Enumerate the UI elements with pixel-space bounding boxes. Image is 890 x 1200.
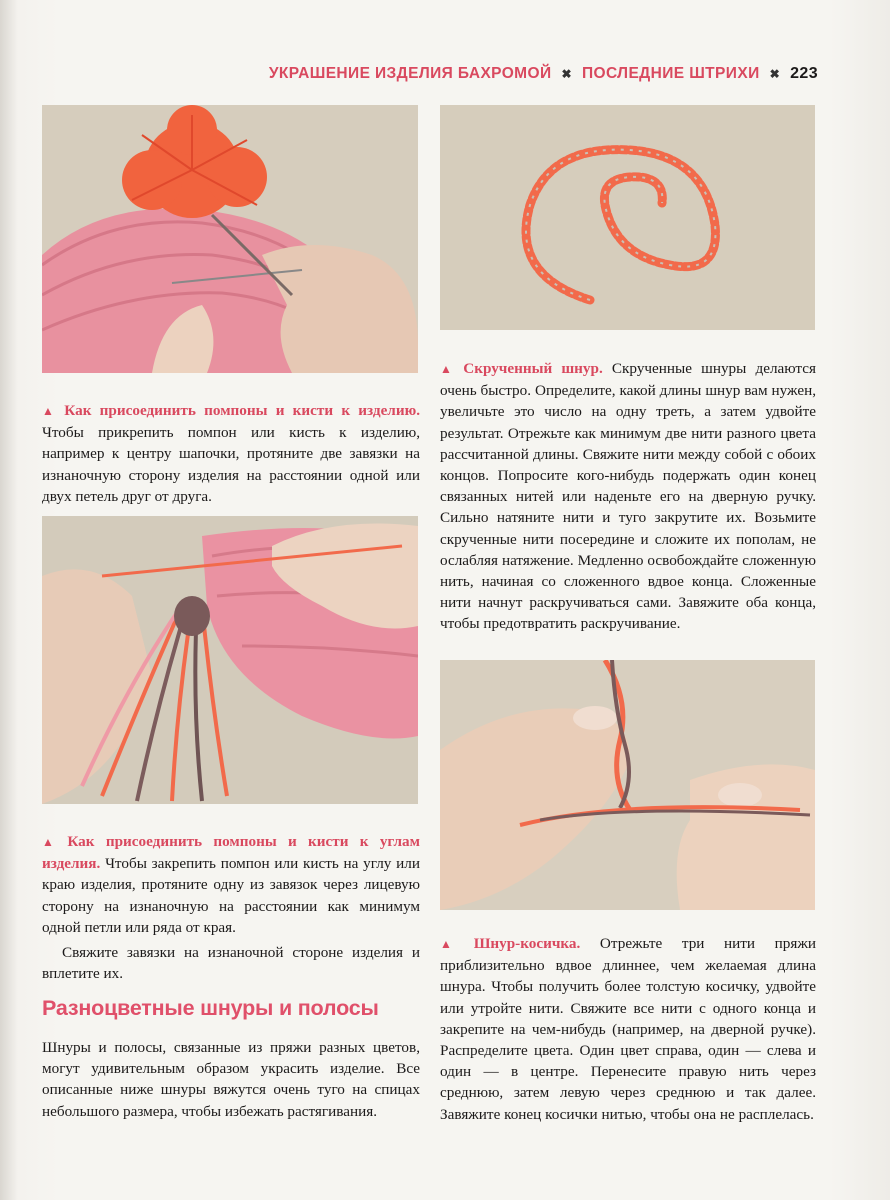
photo-braided-cord-illustration	[440, 660, 815, 910]
caption-lead: Как присоединить помпоны и кисти к углам изделия.	[42, 833, 420, 873]
caption-twisted-cord	[440, 358, 816, 635]
triangle-marker-icon: ▲	[440, 937, 468, 951]
photo-tassel-on-corner	[42, 516, 418, 804]
caption-attach-pompom	[42, 400, 420, 507]
triangle-marker-icon: ▲	[42, 404, 59, 418]
photo-pompom-on-hat	[42, 105, 418, 373]
photo-twisted-cord	[440, 105, 815, 330]
section-intro-text	[42, 1037, 420, 1122]
page-number: 223	[790, 65, 818, 82]
header-separator-icon: ✖	[561, 67, 572, 81]
triangle-marker-icon: ▲	[440, 362, 458, 376]
caption-extra-paragraph: Свяжите завязки на изнаночной стороне изделия и вплетите их.	[42, 944, 420, 983]
photo-tassel-illustration	[42, 516, 418, 804]
caption-attach-to-corners	[42, 831, 420, 984]
caption-body: Чтобы прикрепить помпон или кисть к изделию, например к центру шапочки, протяните две завязки на изнаночную сторону изделия на расстоянии одной или двух петель друг от друга.	[42, 424, 420, 505]
caption-lead: Как присоединить помпоны и кисти к изделию.	[64, 402, 420, 419]
photo-braided-cord	[440, 660, 815, 910]
photo-twisted-cord-illustration	[440, 105, 815, 330]
caption-lead: Шнур-косичка.	[473, 935, 581, 952]
caption-body: Скрученные шнуры делаются очень быстро. Определите, какой длины шнур вам нужен, увеличьте это число на одну треть, а затем удвойте результат. Отрежьте как минимум две нити разного цвета рассчитанной длины. Свяжите нити между собой с обоих концов. Попросите кого-нибудь подержать один конец связанных нитей или наденьте его на дверную ручку. Сильно натяните нити и туго закрутите их. Возьмите скрученные нити посередине и сложите их пополам, не ослабляя натяжение. Медленно освобождайте сложенную нить, начиная со сложенного вдвое конца. Сложенные нити начнут раскручиваться сами. Завяжите оба конца, чтобы предотвратить раскручивание.	[440, 360, 816, 633]
caption-body: Отрежьте три нити пряжи приблизительно вдвое длиннее, чем желаемая длина шнура. Чтобы получить более толстую косичку, удвойте или утройте нити. Свяжите все нити с одного конца и закрепите на чем-нибудь (например, на дверной ручке). Распределите цвета. Один цвет справа, один — слева и один — в центре. Перенесите правую нить через среднюю, затем левую через среднюю и так далее. Завяжите конец косички нитью, чтобы она не расплелась.	[440, 935, 816, 1123]
header-separator-icon: ✖	[769, 67, 781, 81]
caption-braided-cord	[440, 933, 816, 1125]
photo-pompom-illustration	[42, 105, 418, 373]
header-chapter-title: ПОСЛЕДНИЕ ШТРИХИ	[581, 65, 760, 82]
caption-body: Чтобы закрепить помпон или кисть на углу или краю изделия, протяните одну из завязок через лицевую сторону на изнаночную на расстоянии как минимум одной петли или ряда от края.	[42, 855, 420, 936]
triangle-marker-icon: ▲	[42, 835, 62, 849]
header-section-title: УКРАШЕНИЕ ИЗДЕЛИЯ БАХРОМОЙ	[268, 65, 552, 82]
section-intro-paragraph: Шнуры и полосы, связанные из пряжи разных цветов, могут удивительным образом украсить изделие. Все описанные ниже шнуры вяжутся очень туго на спицах небольшого размера, чтобы избежать растягивания.	[42, 1039, 420, 1120]
section-heading: Разноцветные шнуры и полосы	[42, 996, 379, 1020]
running-header	[269, 62, 818, 86]
caption-lead: Скрученный шнур.	[463, 360, 603, 377]
